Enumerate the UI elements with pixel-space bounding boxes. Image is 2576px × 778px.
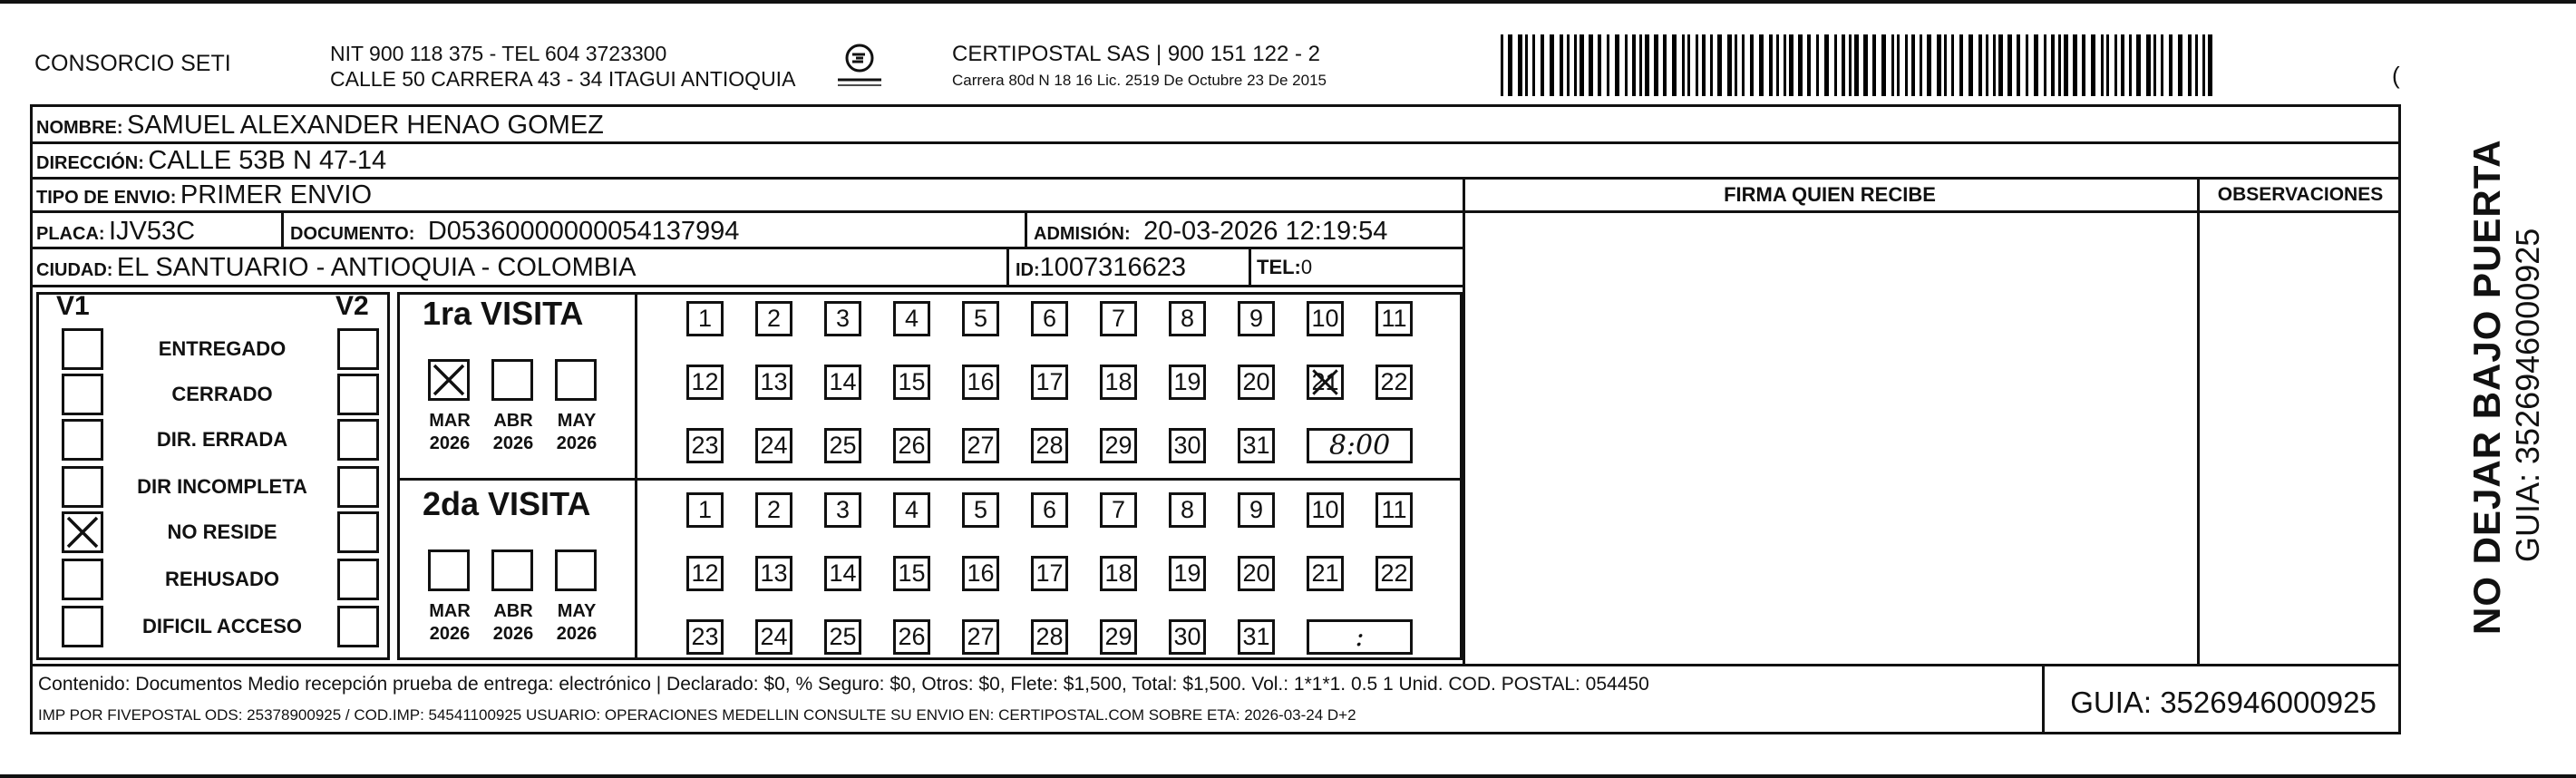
observations-header: OBSERVACIONES: [2217, 184, 2384, 205]
visit2-time-box[interactable]: :: [1307, 619, 1413, 655]
id-number: 1007316623: [1039, 253, 1186, 282]
barcode-bar: [1702, 34, 1706, 96]
barcode-bar: [2091, 34, 2095, 96]
barcode-bar: [1798, 34, 1803, 96]
visit2-day[interactable]: 7: [1100, 492, 1137, 528]
visit1-day[interactable]: 31: [1238, 428, 1275, 463]
barcode-bar: [1998, 34, 2003, 96]
visit1-day[interactable]: 17: [1031, 365, 1068, 400]
v1-checkbox[interactable]: [62, 606, 103, 647]
visit1-day[interactable]: 21: [1307, 365, 1344, 400]
barcode-bar: [2034, 34, 2038, 96]
visit1-day[interactable]: 6: [1031, 301, 1068, 336]
visit2-day[interactable]: 20: [1238, 556, 1275, 591]
barcode-bar: [1682, 34, 1685, 96]
barcode-bar: [1672, 34, 1677, 96]
signature-header: FIRMA QUIEN RECIBE: [1724, 183, 1936, 206]
visit2-day[interactable]: 10: [1307, 492, 1344, 528]
visit1-day[interactable]: 15: [893, 365, 930, 400]
barcode-bar: [1574, 34, 1577, 96]
barcode-bar: [2114, 34, 2117, 96]
carrier-name: CERTIPOSTAL SAS | 900 151 122 - 2: [952, 42, 1320, 66]
visit1-day[interactable]: 2: [755, 301, 792, 336]
admission-label: ADMISIÓN:: [1034, 224, 1131, 244]
barcode-bar: [2082, 34, 2085, 96]
month-checkbox[interactable]: [491, 359, 533, 401]
month-label: MAY: [557, 411, 597, 431]
barcode-bar: [2195, 34, 2198, 96]
recipient-name: SAMUEL ALEXANDER HENAO GOMEZ: [127, 111, 604, 140]
month-checkbox[interactable]: [555, 359, 597, 401]
barcode-bar: [2121, 34, 2124, 96]
visit1-day[interactable]: 7: [1100, 301, 1137, 336]
footer-imp: IMP POR FIVEPOSTAL ODS: 25378900925 / COD.IMP: 54541100925 USUARIO: OPERACIONES MEDELLIN CONSULTE SU ENVIO EN: CERTIPOSTAL.COM SOBRE ETA: 2026-03-24 D+2: [38, 706, 1356, 724]
visit2-title: 2da VISITA: [423, 485, 591, 522]
barcode-bar: [2169, 34, 2173, 96]
status-option-label: NO RESIDE: [167, 520, 277, 543]
visit1-day[interactable]: 25: [824, 428, 861, 463]
v1-checkbox[interactable]: [62, 328, 103, 370]
barcode-bar: [1863, 34, 1868, 96]
visit2-day[interactable]: 29: [1100, 619, 1137, 655]
barcode-bar: [1639, 34, 1642, 96]
barcode-bar: [1645, 34, 1649, 96]
v1-checkbox[interactable]: [62, 466, 103, 508]
visit2-day[interactable]: 17: [1031, 556, 1068, 591]
barcode-bar: [2208, 34, 2212, 96]
barcode-bar: [1518, 34, 1522, 96]
v1-checkbox[interactable]: [62, 374, 103, 415]
barcode-bar: [1978, 34, 1982, 96]
visit2-day[interactable]: 1: [686, 492, 724, 528]
month-year: 2026: [429, 433, 471, 453]
barcode-bar: [1580, 34, 1584, 96]
barcode-bar: [2058, 34, 2061, 96]
visit2-day[interactable]: 3: [824, 492, 861, 528]
company-address: CALLE 50 CARRERA 43 - 34 ITAGUI ANTIOQUIA: [330, 67, 796, 91]
visit2-day[interactable]: 24: [755, 619, 792, 655]
visit1-day[interactable]: 5: [962, 301, 999, 336]
visit2-day[interactable]: 14: [824, 556, 861, 591]
barcode-bar: [1784, 34, 1786, 96]
company-nit: NIT 900 118 375 - TEL 604 3723300: [330, 42, 667, 65]
barcode-bar: [1897, 34, 1900, 96]
visit2-day[interactable]: 11: [1375, 492, 1413, 528]
name-label: NOMBRE:: [36, 118, 123, 138]
barcode-bar: [1625, 34, 1628, 96]
visit1-day[interactable]: 20: [1238, 365, 1275, 400]
barcode-bar: [1525, 34, 1528, 96]
side-guia: GUIA: 3526946000925: [2509, 228, 2546, 562]
barcode-bar: [1654, 34, 1658, 96]
visit2-day[interactable]: 22: [1375, 556, 1413, 591]
visit1-day[interactable]: 18: [1100, 365, 1137, 400]
barcode-bar: [1735, 34, 1737, 96]
v2-checkbox[interactable]: [337, 511, 379, 553]
barcode-bar: [1986, 34, 1988, 96]
barcode-bar: [1816, 34, 1819, 96]
barcode-bar: [2188, 34, 2192, 96]
barcode-bar: [1532, 34, 1535, 96]
barcode-bar: [2073, 34, 2077, 96]
v1-checkbox[interactable]: [62, 419, 103, 461]
barcode-bar: [1911, 34, 1915, 96]
visit1-day[interactable]: 1: [686, 301, 724, 336]
visit2-day[interactable]: 15: [893, 556, 930, 591]
month-year: 2026: [556, 624, 598, 644]
signature-area[interactable]: [1465, 213, 2197, 664]
status-option-label: ENTREGADO: [158, 337, 287, 360]
barcode-bar: [1750, 34, 1754, 96]
visit1-day[interactable]: 22: [1375, 365, 1413, 400]
visit1-day[interactable]: 4: [893, 301, 930, 336]
visit2-day[interactable]: 13: [755, 556, 792, 591]
id-label: ID:: [1016, 260, 1040, 280]
visit1-day[interactable]: 29: [1100, 428, 1137, 463]
visit1-day[interactable]: 26: [893, 428, 930, 463]
month-year: 2026: [492, 624, 534, 644]
certipostal-logo: [834, 40, 885, 91]
barcode-bar: [2161, 34, 2163, 96]
v2-checkbox[interactable]: [337, 328, 379, 370]
barcode-bar: [2026, 34, 2028, 96]
tel-number: 0: [1300, 256, 1313, 278]
v2-checkbox[interactable]: [337, 466, 379, 508]
barcode-bar: [1710, 34, 1713, 96]
v2-checkbox[interactable]: [337, 419, 379, 461]
barcode-bar: [1541, 34, 1544, 96]
barcode-bar: [1687, 34, 1690, 96]
barcode-bar: [2202, 34, 2205, 96]
status-option-label: DIR INCOMPLETA: [137, 475, 307, 498]
document-label: DOCUMENTO:: [290, 224, 415, 244]
bottom-border: [0, 774, 2576, 778]
visit1-day[interactable]: 8: [1169, 301, 1206, 336]
barcode-bar: [2007, 34, 2012, 96]
visit1-day[interactable]: 12: [686, 365, 724, 400]
barcode-bar: [1759, 34, 1764, 96]
barcode-bar: [1824, 34, 1829, 96]
barcode-bar: [1727, 34, 1732, 96]
v1-label: V1: [56, 291, 90, 321]
visit1-day[interactable]: 14: [824, 365, 861, 400]
visit1-day[interactable]: 30: [1169, 428, 1206, 463]
month-label: ABR: [493, 411, 533, 431]
barcode-bar: [1696, 34, 1698, 96]
visit1-day[interactable]: 27: [962, 428, 999, 463]
barcode-bar: [2146, 34, 2151, 96]
barcode-bar: [1927, 34, 1931, 96]
visit2-day[interactable]: 23: [686, 619, 724, 655]
barcode-bar: [2064, 34, 2068, 96]
barcode-bar: [1944, 34, 1947, 96]
visit2-day[interactable]: 21: [1307, 556, 1344, 591]
month-year: 2026: [556, 433, 598, 453]
plate-label: PLACA:: [36, 224, 105, 244]
barcode-bar: [1905, 34, 1908, 96]
barcode-bar: [1776, 34, 1779, 96]
month-year: 2026: [492, 433, 534, 453]
barcode-bar: [1891, 34, 1894, 96]
visit1-day[interactable]: 9: [1238, 301, 1275, 336]
barcode-bar: [1834, 34, 1837, 96]
barcode-bar: [1742, 34, 1745, 96]
month-checkbox[interactable]: [428, 359, 470, 401]
visit2-day[interactable]: 9: [1238, 492, 1275, 528]
barcode-bar: [2106, 34, 2109, 96]
barcode-bar: [2129, 34, 2132, 96]
barcode-bar: [1842, 34, 1845, 96]
visit2-day[interactable]: 12: [686, 556, 724, 591]
visit2-day[interactable]: 26: [893, 619, 930, 655]
barcode-bar: [1920, 34, 1922, 96]
barcode-bar: [2153, 34, 2156, 96]
barcode-bar: [1717, 34, 1722, 96]
side-notice: NO DEJAR BAJO PUERTA: [2465, 139, 2508, 635]
month-checkbox[interactable]: [491, 549, 533, 591]
month-label: ABR: [493, 601, 533, 621]
barcode-bar: [1937, 34, 1941, 96]
visit1-day[interactable]: 23: [686, 428, 724, 463]
barcode-bar: [1508, 34, 1512, 96]
visit2-day[interactable]: 5: [962, 492, 999, 528]
visit1-day[interactable]: 16: [962, 365, 999, 400]
visit2-day[interactable]: 31: [1238, 619, 1275, 655]
status-option-label: DIR. ERRADA: [156, 428, 288, 451]
visit1-day[interactable]: 11: [1375, 301, 1413, 336]
month-label: MAY: [557, 601, 597, 621]
v2-label: V2: [335, 291, 369, 321]
barcode-bar: [1881, 34, 1886, 96]
barcode: [1501, 0, 2226, 100]
visit1-day[interactable]: 24: [755, 428, 792, 463]
month-label: MAR: [429, 411, 471, 431]
visit2-day[interactable]: 28: [1031, 619, 1068, 655]
status-option-label: REHUSADO: [165, 568, 279, 590]
city: EL SANTUARIO - ANTIOQUIA - COLOMBIA: [116, 253, 637, 282]
barcode-bar: [1993, 34, 1996, 96]
visit2-day[interactable]: 30: [1169, 619, 1206, 655]
visit1-day[interactable]: 13: [755, 365, 792, 400]
v2-checkbox[interactable]: [337, 606, 379, 647]
address-label: DIRECCIÓN:: [36, 153, 144, 173]
recipient-address: CALLE 53B N 47-14: [148, 146, 387, 175]
city-label: CIUDAD:: [36, 260, 113, 280]
tel-label: TEL:: [1257, 256, 1301, 278]
barcode-bar: [1807, 34, 1811, 96]
visit1-day[interactable]: 19: [1169, 365, 1206, 400]
visit2-day[interactable]: 4: [893, 492, 930, 528]
visit1-day[interactable]: 28: [1031, 428, 1068, 463]
barcode-bar: [2136, 34, 2141, 96]
month-year: 2026: [429, 624, 471, 644]
footer-content: Contenido: Documentos Medio recepción prueba de entrega: electrónico | Declarado: $0, % Seguro: $0, Otros: $0, Flete: $1,500, Total: $1,500. Vol.: 1*1*1. 0.5 1 Unid. COD. POSTAL: 054450: [38, 674, 1649, 695]
barcode-bar: [1589, 34, 1593, 96]
barcode-bar: [1789, 34, 1793, 96]
visit2-day[interactable]: 25: [824, 619, 861, 655]
barcode-bar: [2101, 34, 2104, 96]
carrier-license: Carrera 80d N 18 16 Lic. 2519 De Octubre 23 De 2015: [952, 72, 1327, 89]
stray-mark: (: [2392, 62, 2400, 89]
v1-checkbox[interactable]: [62, 559, 103, 600]
barcode-bar: [1951, 34, 1954, 96]
barcode-bar: [1769, 34, 1773, 96]
visit2-day[interactable]: 27: [962, 619, 999, 655]
barcode-bar: [1615, 34, 1619, 96]
visit2-day[interactable]: 18: [1100, 556, 1137, 591]
barcode-bar: [1854, 34, 1859, 96]
admission-date: 20-03-2026 12:19:54: [1143, 217, 1388, 246]
status-option-label: CERRADO: [171, 383, 273, 405]
visit2-day[interactable]: 19: [1169, 556, 1206, 591]
v1-checkbox[interactable]: [62, 511, 103, 553]
visit2-day[interactable]: 8: [1169, 492, 1206, 528]
send-type: PRIMER ENVIO: [180, 180, 373, 209]
visit2-day[interactable]: 16: [962, 556, 999, 591]
barcode-bar: [1550, 34, 1554, 96]
barcode-bar: [1968, 34, 1973, 96]
barcode-bar: [2044, 34, 2046, 96]
footer-guia: GUIA: 3526946000925: [2070, 686, 2377, 719]
visit1-title: 1ra VISITA: [423, 295, 584, 332]
barcode-bar: [1959, 34, 1963, 96]
visit1-day[interactable]: 10: [1307, 301, 1344, 336]
barcode-bar: [1849, 34, 1852, 96]
v2-checkbox[interactable]: [337, 559, 379, 600]
barcode-bar: [1872, 34, 1876, 96]
barcode-bar: [2178, 34, 2182, 96]
barcode-bar: [1501, 34, 1503, 96]
visit2-day[interactable]: 2: [755, 492, 792, 528]
barcode-bar: [1567, 34, 1570, 96]
barcode-bar: [1598, 34, 1601, 96]
month-checkbox[interactable]: [428, 549, 470, 591]
barcode-bar: [1560, 34, 1563, 96]
month-label: MAR: [429, 601, 471, 621]
company-name: CONSORCIO SETI: [34, 51, 231, 76]
month-checkbox[interactable]: [555, 549, 597, 591]
v2-checkbox[interactable]: [337, 374, 379, 415]
visit1-day[interactable]: 3: [824, 301, 861, 336]
barcode-bar: [1632, 34, 1636, 96]
observations-area[interactable]: [2200, 213, 2401, 664]
visit2-day[interactable]: 6: [1031, 492, 1068, 528]
barcode-bar: [2051, 34, 2055, 96]
document-number: D05360000000054137994: [427, 217, 740, 246]
send-type-label: TIPO DE ENVIO:: [36, 188, 177, 208]
plate: IJV53C: [109, 217, 196, 246]
barcode-bar: [2017, 34, 2020, 96]
visit1-time-box[interactable]: 8:00: [1307, 428, 1413, 463]
barcode-bar: [1607, 34, 1609, 96]
status-option-label: DIFICIL ACCESO: [141, 615, 302, 637]
barcode-bar: [1663, 34, 1667, 96]
